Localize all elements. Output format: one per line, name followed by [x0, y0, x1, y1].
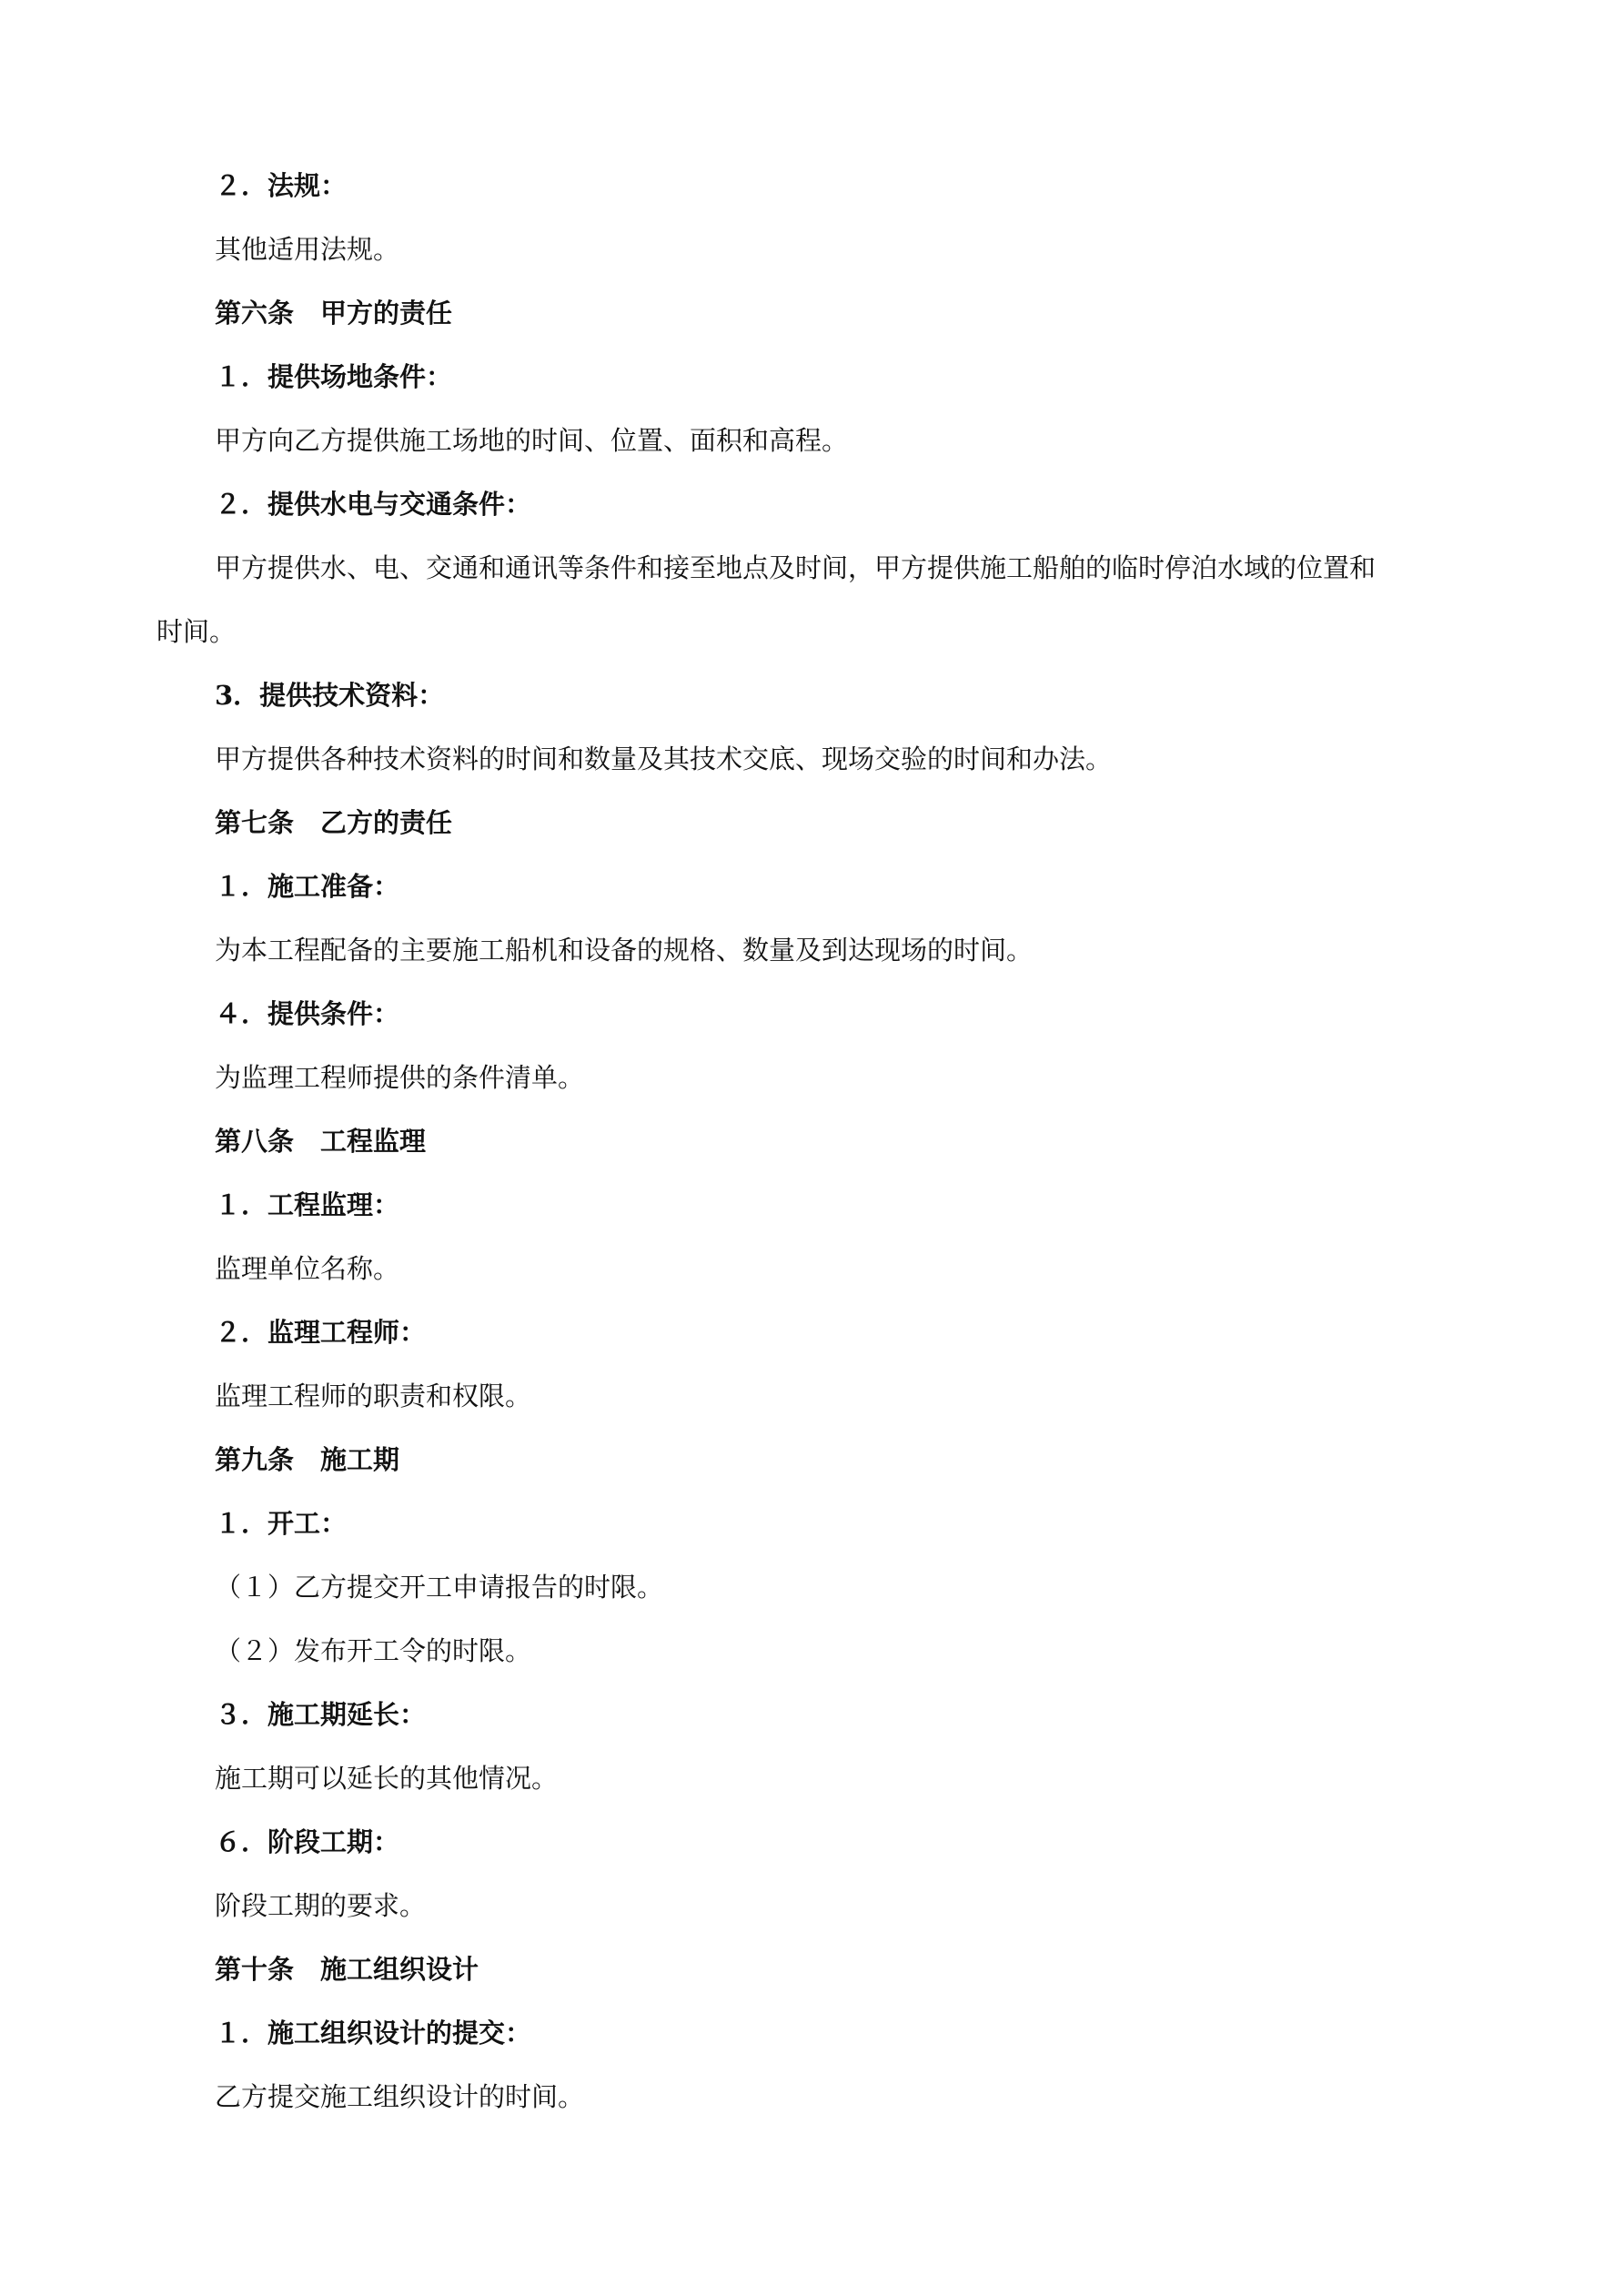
- body-paragraph: 监理工程师的职责和权限。: [215, 1381, 532, 1411]
- article-heading: 第八条 工程监理: [215, 1126, 427, 1157]
- item-heading: １．工程监理：: [215, 1189, 400, 1220]
- item-heading: １．施工组织设计的提交：: [215, 2018, 532, 2048]
- body-paragraph: 甲方提供各种技术资料的时间和数量及其技术交底、现场交验的时间和办法。: [215, 743, 1113, 774]
- item-heading: ２．法规：: [215, 170, 348, 201]
- item-heading: 3．提供技术资料：: [215, 680, 445, 711]
- sub-item: （１）乙方提交开工申请报告的时限。: [215, 1572, 664, 1603]
- article-heading: 第九条 施工期: [215, 1444, 400, 1475]
- item-heading: ４．提供条件：: [215, 998, 400, 1029]
- item-heading: ３．施工期延长：: [215, 1699, 427, 1730]
- article-heading: 第十条 施工组织设计: [215, 1954, 479, 1985]
- body-paragraph: 其他适用法规。: [215, 234, 400, 265]
- item-heading: １．开工：: [215, 1508, 348, 1539]
- body-paragraph: 为监理工程师提供的条件清单。: [215, 1062, 585, 1093]
- body-paragraph: 监理单位名称。: [215, 1253, 400, 1284]
- body-paragraph: 甲方提供水、电、交通和通讯等条件和接至地点及时间，甲方提供施工船舶的临时停泊水域的位置和: [215, 552, 1377, 583]
- body-paragraph: 阶段工期的要求。: [215, 1890, 427, 1921]
- article-heading: 第七条 乙方的责任: [215, 807, 453, 838]
- item-heading: ２．提供水电与交通条件：: [215, 489, 532, 520]
- body-paragraph: 施工期可以延长的其他情况。: [215, 1763, 559, 1794]
- item-heading: １．提供场地条件：: [215, 361, 453, 392]
- item-heading: ２．监理工程师：: [215, 1317, 427, 1348]
- article-heading: 第六条 甲方的责任: [215, 298, 453, 329]
- sub-item: （２）发布开工令的时限。: [215, 1635, 532, 1666]
- body-paragraph: 为本工程配备的主要施工船机和设备的规格、数量及到达现场的时间。: [215, 935, 1034, 966]
- body-paragraph: 甲方向乙方提供施工场地的时间、位置、面积和高程。: [215, 425, 849, 456]
- body-paragraph: 乙方提交施工组织设计的时间。: [215, 2081, 585, 2112]
- item-heading: ６．阶段工期：: [215, 1826, 400, 1857]
- body-paragraph-continuation: 时间。: [156, 616, 237, 647]
- item-heading: １．施工准备：: [215, 871, 400, 902]
